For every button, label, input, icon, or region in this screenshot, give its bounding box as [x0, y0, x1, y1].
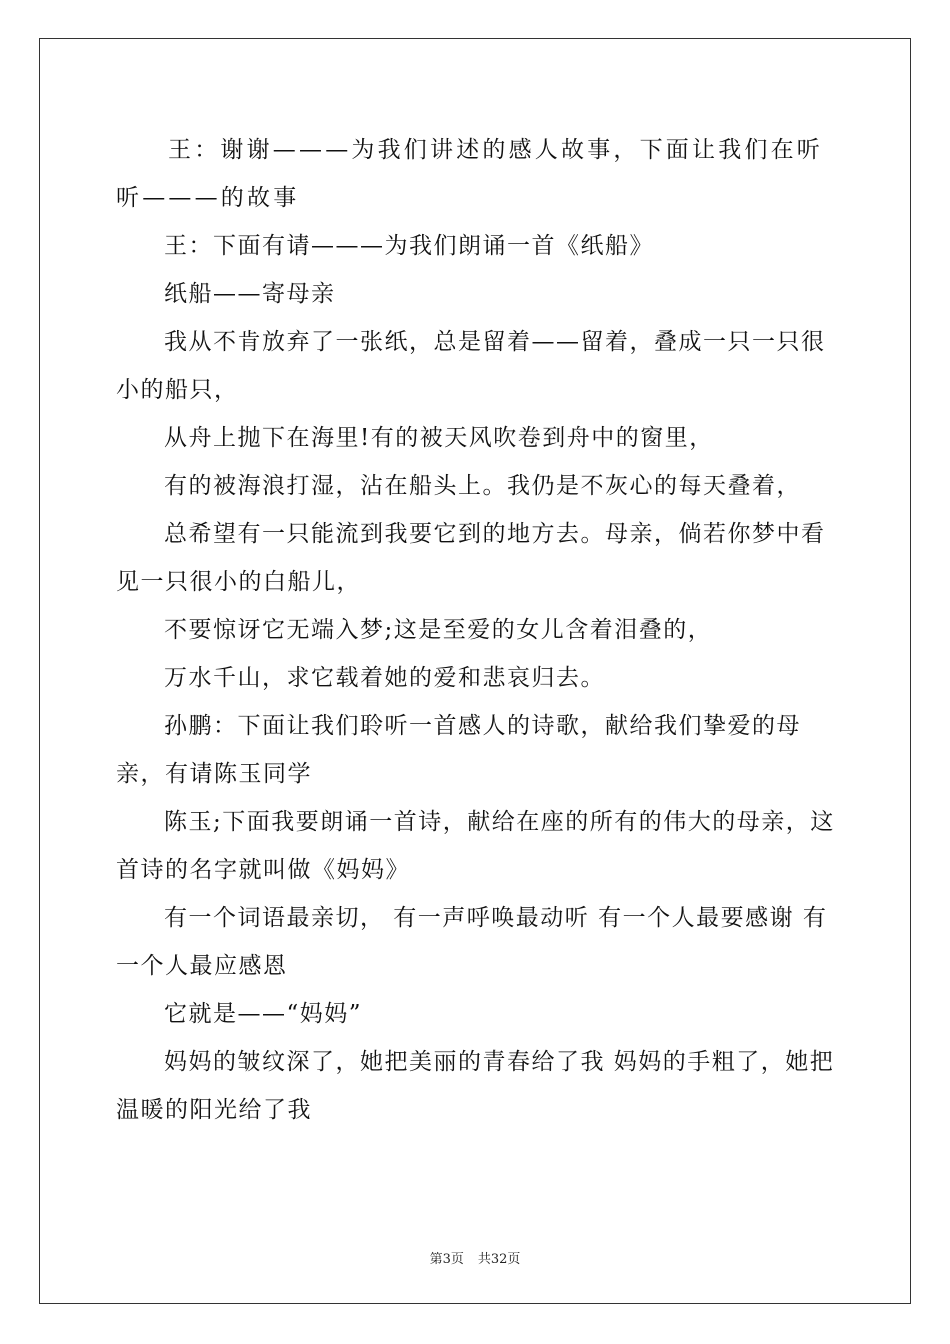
- paragraph: 从舟上抛下在海里!有的被天风吹卷到舟中的窗里，: [164, 425, 714, 451]
- paragraph: 不要惊讶它无端入梦;这是至爱的女儿含着泪叠的，: [164, 617, 713, 643]
- page-number: 第3页: [429, 1252, 464, 1267]
- paragraph: 孙鹏：下面让我们聆听一首感人的诗歌，献给我们挚爱的母亲，有请陈玉同学: [116, 713, 801, 787]
- paragraph: 王：谢谢———为我们讲述的感人故事，下面让我们在听听———的故事: [116, 137, 823, 211]
- paragraph: 它就是——“妈妈”: [164, 1001, 363, 1027]
- paragraph: 总希望有一只能流到我要它到的地方去。母亲，倘若你梦中看见一只很小的白船儿，: [116, 521, 826, 595]
- paragraph: 我从不肯放弃了一张纸，总是留着——留着，叠成一只一只很小的船只，: [116, 329, 826, 403]
- paragraph: 有的被海浪打湿，沾在船头上。我仍是不灰心的每天叠着，: [164, 473, 801, 499]
- document-body: [116, 126, 836, 1134]
- page-total: 共32页: [477, 1252, 521, 1267]
- paragraph: 妈妈的皱纹深了，她把美丽的青春给了我 妈妈的手粗了，她把温暖的阳光给了我: [116, 1049, 835, 1123]
- paragraph: 王：下面有请———为我们朗诵一首《纸船》: [164, 233, 654, 259]
- paragraph: 有一个词语最亲切， 有一声呼唤最动听 有一个人最要感谢 有一个人最应感恩: [116, 905, 828, 979]
- paragraph: 万水千山，求它载着她的爱和悲哀归去。: [164, 665, 605, 691]
- page-footer: [0, 1248, 950, 1267]
- paragraph: 纸船——寄母亲: [164, 281, 336, 307]
- paragraph: 陈玉;下面我要朗诵一首诗，献给在座的所有的伟大的母亲，这首诗的名字就叫做《妈妈》: [116, 809, 835, 883]
